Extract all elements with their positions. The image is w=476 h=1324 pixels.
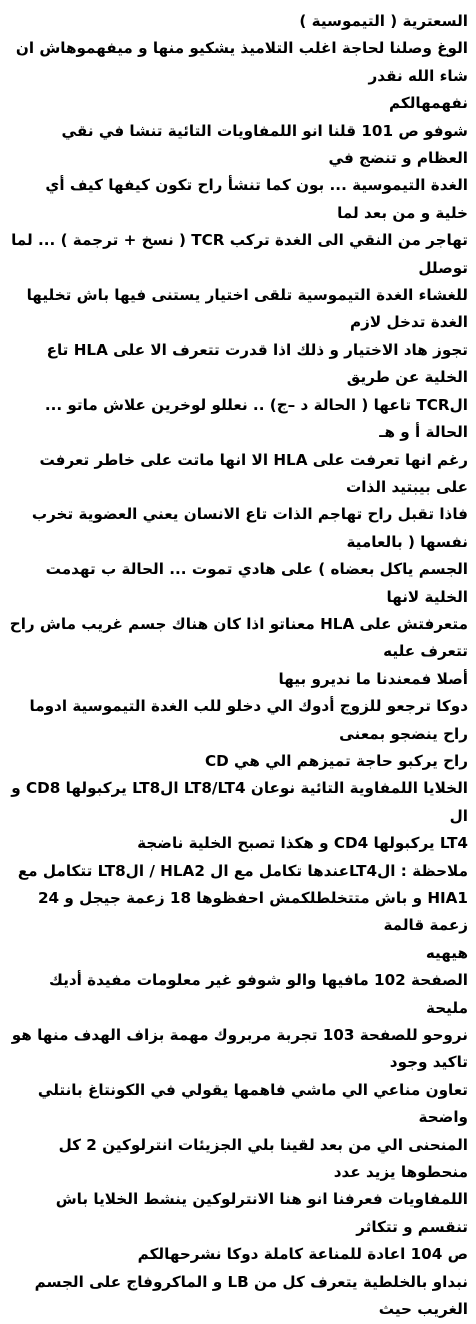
text-line: السعترية ( التيموسية ) bbox=[299, 12, 468, 30]
text-line: تجوز هاد الاختيار و ذلك اذا قدرت تتعرف الا على HLA تاع الخلية عن طريق bbox=[46, 340, 468, 387]
text-line: دوكا ترجعو للزوج أدوك الي دخلو للب الغدة التيموسية ادوما راح ينضجو بمعنى bbox=[29, 697, 468, 743]
text-line: فاذا تقبل راح تهاجم الذات تاع الانسان يعني العضوية تخرب نفسها ( بالعامية bbox=[31, 505, 468, 551]
text-line: الغدة التيموسية ... بون كما تنشأ راح تكون كيفها كيف أي خلية و من بعد لما bbox=[45, 176, 468, 222]
text-line: اللمفاويات فعرفنا انو هنا الانترلوكين ينشط الخلايا باش تنقسم و تتكاثر bbox=[55, 1190, 468, 1236]
text-line: HIA1 و باش متتخلطلكمش احفظوها 18 زعمة جيجل و 24 زعمة قالمة bbox=[37, 889, 468, 935]
text-line: متعرفتش على HLA معناتو اذا كان هناك جسم غريب ماش راح تتعرف عليه bbox=[9, 614, 468, 661]
text-line: راح يركبو حاجة تميزهم الي هي CD bbox=[204, 751, 468, 770]
text-line: شوفو ص 101 قلنا انو اللمفاويات التائية تنشا في نقي العظام و تنضج في bbox=[61, 121, 468, 168]
text-line: ص 104 اعادة للمناعة كاملة دوكا نشرحهالكم bbox=[137, 1245, 468, 1264]
text-line: المنحنى الي من بعد لقينا بلي الجزيئات انترلوكين 2 كل منحطوها يزيد عدد bbox=[58, 1135, 468, 1182]
text-line: تهاجر من النقي الى الغدة تركب TCR ( نسخ + ترجمة ) ... لما توصلل bbox=[11, 231, 468, 277]
text-line: هيهيه bbox=[425, 943, 468, 962]
text-line: أصلا فمعندنا ما نديرو بيها bbox=[278, 669, 468, 688]
text-line: LT4 يركبولها CD4 و هكذا تصبح الخلية ناضجة bbox=[137, 834, 468, 853]
text-line: الخلايا اللمفاوية التائية نوعان LT8/LT4 الLT8 يركبولها CD8 و ال bbox=[11, 779, 468, 825]
text-line: الصفحة 102 مافيها والو شوفو غير معلومات مفيدة أديك مليحة bbox=[49, 971, 468, 1017]
text-line: نروحو للصفحة 103 تجربة مربروك مهمة بزاف الهدف منها هو تاكيد وجود bbox=[11, 1026, 468, 1072]
text-line: نفهمهالكم bbox=[388, 94, 468, 113]
text-line: نبداو بالخلطية يتعرف كل من LB و الماكروفاج على الجسم الغريب حيث bbox=[34, 1272, 468, 1319]
text-line: ملاحظة : الLT4عندها تكامل مع ال HLA2 / الLT8 تتكامل مع bbox=[17, 861, 468, 880]
text-line: الجسم ياكل بعضاه ) على هادي تموت ... الحالة ب تهدمت الخلية لانها bbox=[45, 560, 468, 606]
text-line: الTCR تاعها ( الحالة د –ج) .. نعللو لوخرين علاش ماتو ... الحالة أ و هـ bbox=[44, 395, 468, 442]
text-line: للغشاء الغدة التيموسية تلقى اختيار يستنى فيها باش تخليها الغدة تدخل لازم bbox=[26, 286, 468, 332]
text-line: تعاون مناعي الي ماشي فاهمها يقولي في الكونتاغ بانتلي واضحة bbox=[37, 1080, 468, 1127]
text-line: الوغ وصلنا لحاجة اغلب التلاميذ يشكيو منها و ميفهموهاش ان شاء الله نقدر bbox=[15, 39, 468, 85]
text-line: رغم انها تعرفت على HLA الا انها ماتت على خاطر تعرفت على بيبتيد الذات bbox=[39, 450, 468, 496]
